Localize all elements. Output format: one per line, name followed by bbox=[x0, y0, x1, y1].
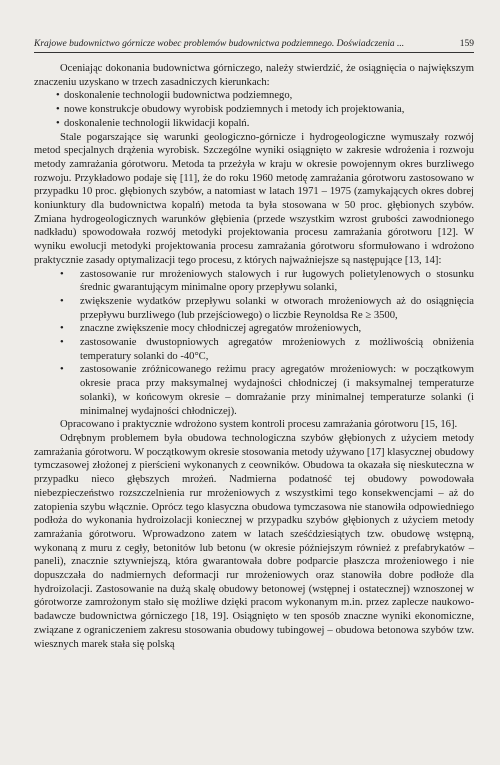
list-item: • doskonalenie technologii budownictwa podziemnego, bbox=[34, 89, 474, 103]
body-text bbox=[34, 62, 474, 651]
running-header bbox=[34, 38, 474, 53]
list-item: • nowe konstrukcje obudowy wyrobisk podziemnych i metody ich projektowania, bbox=[34, 103, 474, 117]
list-item: • doskonalenie technologii likwidacji kopalń. bbox=[34, 117, 474, 131]
freezing-paragraph: Stale pogarszające się warunki geologiczno-górnicze i hydrogeologiczne wymuszały rozwój metod specjalnych drążenia wyrobisk. Szczególne wyniki osiągnięto w zakresie wdrożenia i rozwoju metody zamrażania górotworu. Metoda ta przeżyła w kraju w okresie powojennym okres burzliwego rozwoju. Przykładowo podaje się [11], że do roku 1960 metodę zamrażania górotworu zastosowano w przypadku 10 proc. głębionych szybów, a natomiast w latach 1971 – 1975 (zamykających okres dobrej koniunktury dla budownictwa kopalń) metoda ta była stosowana w 50 proc. głębionych szybów. Zmiana hydrogeologicznych warunków głębienia (przede wszystkim wzrost grubości zawodnionego nadkładu) spowodowała rozwój metodyki projektowania procesu zamrażania górotworu [12]. W wyniku ewolucji metodyki projektowania procesu zamrażania górotworu sformułowano i wdrożono praktycznie zasady optymalizacji tego procesu, z których najważniejsze są następujące [13, 14]: bbox=[34, 131, 474, 266]
page-number: 159 bbox=[459, 39, 474, 49]
intro-paragraph: Oceniając dokonania budownictwa górniczego, należy stwierdzić, że osiągnięcia o największym znaczeniu uzyskano w trzech zasadniczych kierunkach: bbox=[34, 63, 474, 88]
optimization-list bbox=[34, 268, 474, 419]
achievements-list bbox=[34, 89, 474, 130]
list-item: • zastosowanie zróżnicowanego reżimu pracy agregatów mrożeniowych: w początkowym okresie praca przy maksymalnej wydajności chłodniczej (i maksymalnej temperaturze solanki), w końcowym okresie – domrażanie przy minimalnej temperaturze solanki (i minimalnej wydajności chłodniczej). bbox=[34, 363, 474, 418]
control-paragraph: Opracowano i praktycznie wdrożono system kontroli procesu zamrażania górotworu [15, 16]. bbox=[60, 419, 458, 431]
list-item: • zastosowanie dwustopniowych agregatów mrożeniowych z możliwością obniżenia temperatury solanki do -40°C, bbox=[34, 336, 474, 363]
lining-paragraph: Odrębnym problemem była obudowa technologiczna szybów głębionych z użyciem metody zamrażania górotworu. W początkowym okresie stosowania metody używano [17] klasycznej obudowy tymczasowej złożonej z pierścieni wykonanych z ceowników. Obudowa ta okazała się nieskuteczna w przypadku nieco głębszych mrożeń. Nadmierna podatność tej obudowy powodowała niebezpieczeństwo rozszczelnienia rur mrożeniowych z wszystkimi tego konsekwencjami – aż do zatopienia szybu włącznie. Oprócz tego klasyczna obudowa tymczasowa nie stanowiła odpowiedniego podłoża do wykonania hydroizolacji koniecznej w przypadku szybów głębionych z użyciem metody zamrażania górotworu. Wprowadzono zatem w latach sześćdziesiątych tzw. obudowę wstępną, wykonaną z muru z cegły, betonitów lub betonu (w okresie późniejszym również z prefabrykatów – paneli), znacznie sztywniejszą, która gwarantowała dobre podparcie płaszcza mrożeniowego i nie dopuszczała do nadmiernych deformacji rur mrożeniowych oraz stanowiła dobre podłoże dla hydroizolacji. Zastosowanie na dużą skalę obudowy betonowej (wstępnej i ostatecznej) wznoszonej w górotworze zamrożonym stało się możliwe dzięki pracom wykonanym m.in. przez zaplecze naukowo-badawcze budownictwa górniczego [18, 19]. Osiągnięto w ten sposób znaczne wyniki ekonomiczne, związane z ograniczeniem zakresu stosowania obudowy tubingowej – obudowa betonowa szybów tzw. wiesznych marek stała się polską bbox=[34, 432, 475, 650]
list-item: • zwiększenie wydatków przepływu solanki w otworach mrożeniowych aż do osiągnięcia przepływu burzliwego (lub przejściowego) o liczbie Reynoldsa Re ≥ 3500, bbox=[34, 295, 474, 322]
running-title: Krajowe budownictwo górnicze wobec problemów budownictwa podziemnego. Doświadczenia ... bbox=[34, 39, 405, 49]
list-item: • znaczne zwiększenie mocy chłodniczej agregatów mrożeniowych, bbox=[34, 322, 474, 336]
list-item: • zastosowanie rur mrożeniowych stalowych i rur ługowych polietylenowych o stosunku średnic gwarantującym minimalne opory przepływu solanki, bbox=[34, 268, 474, 295]
